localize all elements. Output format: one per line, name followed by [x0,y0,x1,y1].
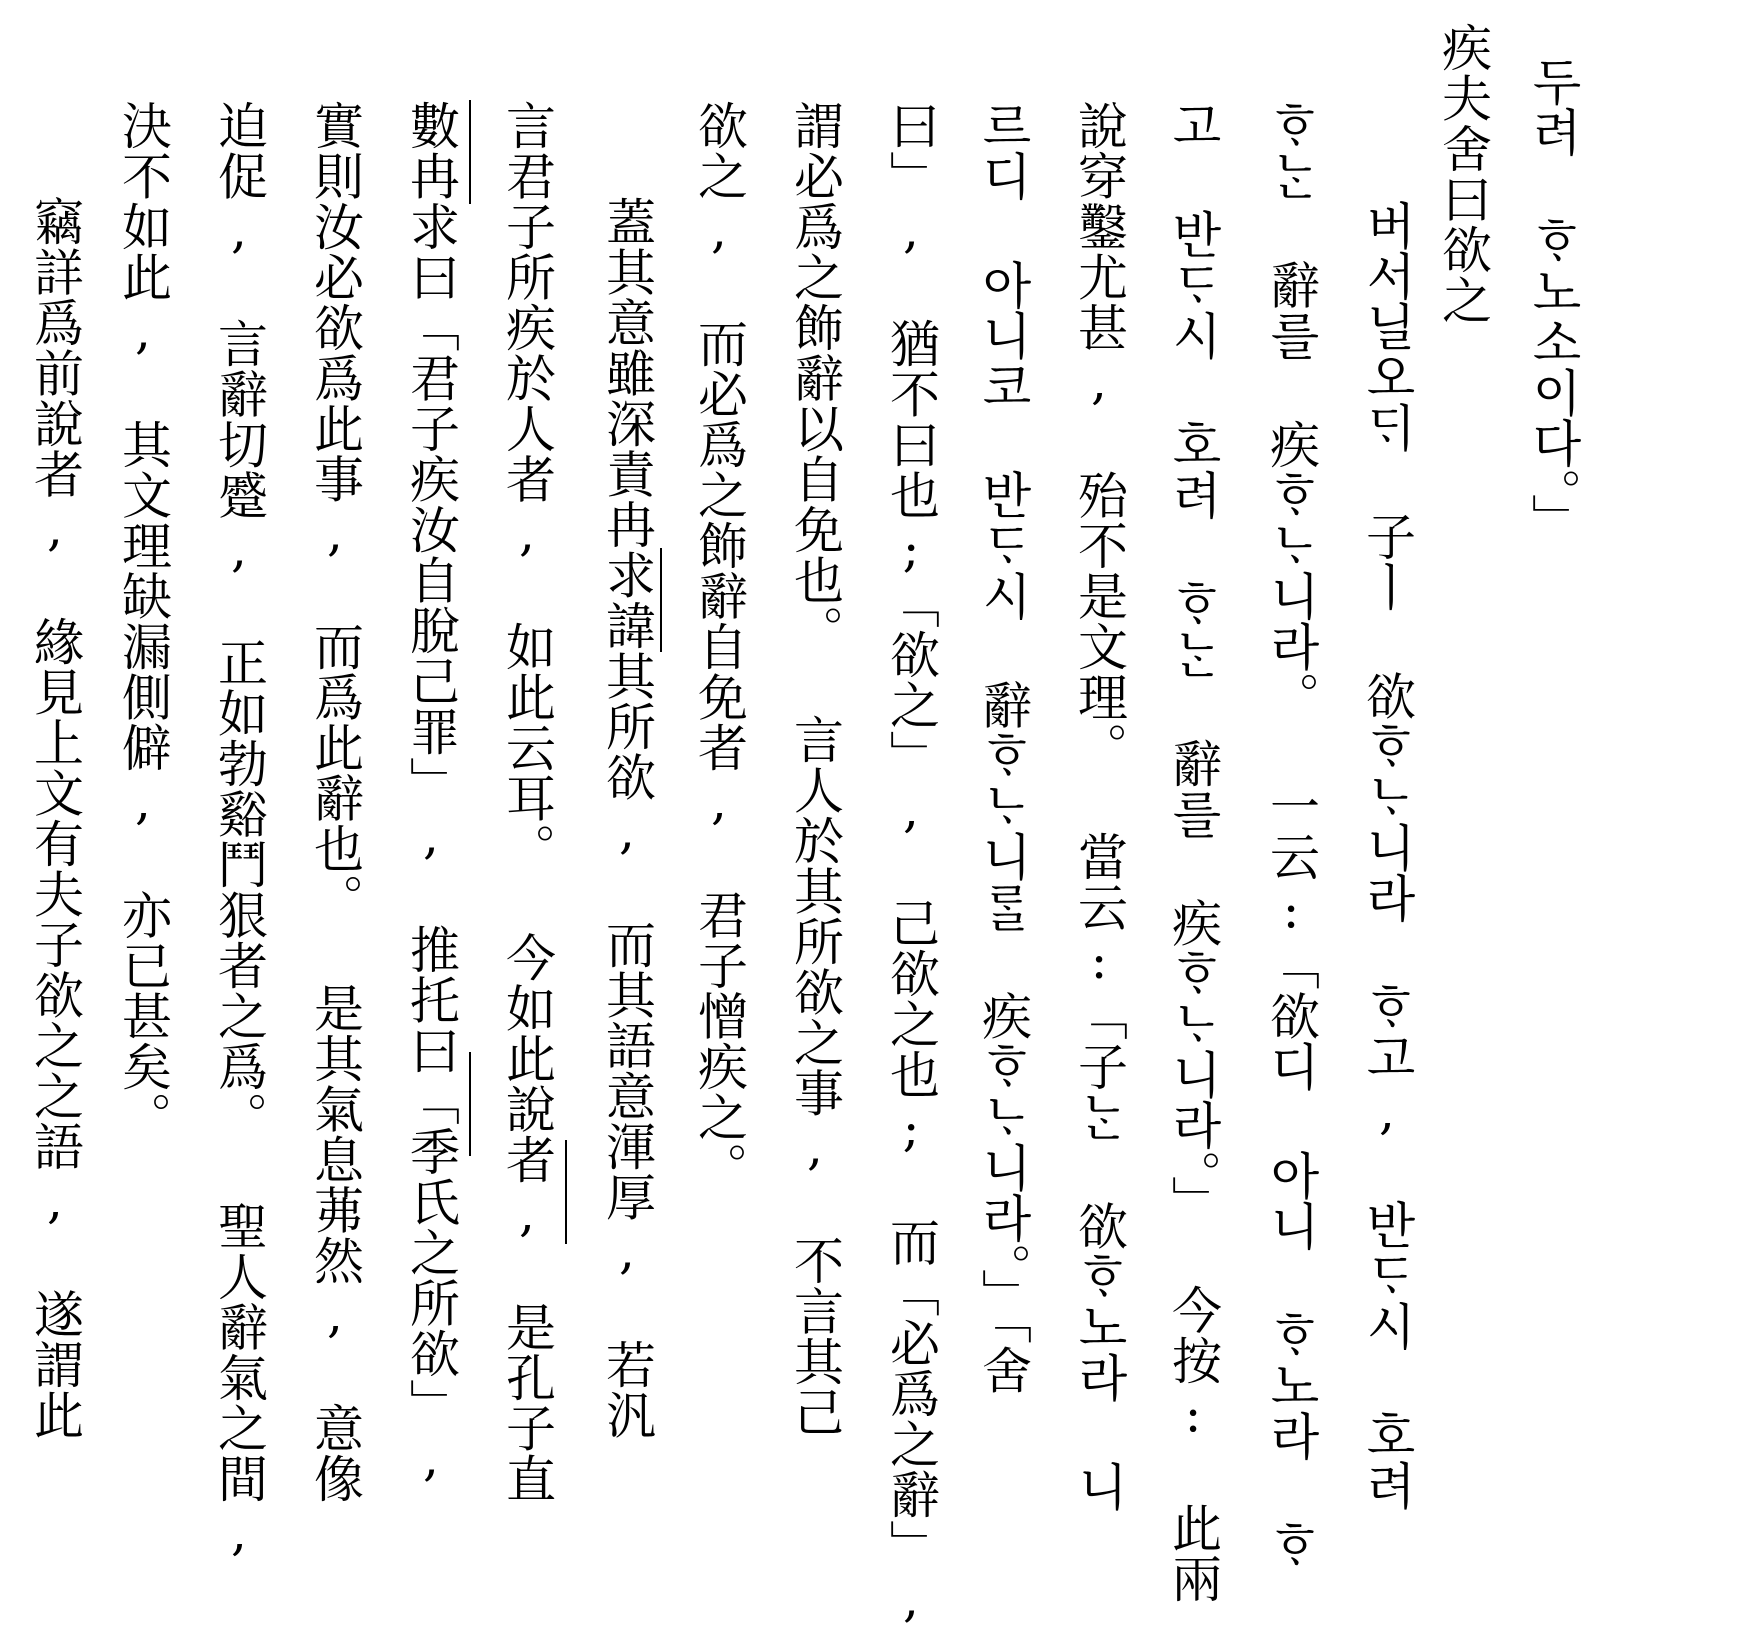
text-column-5: 고 반ᄃᆞ시 호려 ᄒᆞᄂᆞᆫ 辭를 疾ᄒᆞᄂᆞ니라。」 今按: 此兩 [1164,100,1222,1604]
text-column-6: 說穿鑿尤甚, 殆不是文理。 當云:「子ᄂᆞᆫ 欲ᄒᆞ노라 니 [1070,100,1128,1512]
text-column-1: 두려 ᄒᆞ노소이다。」 [1524,56,1582,544]
text-column-4: ᄒᆞᄂᆞᆫ 辭를 疾ᄒᆞᄂᆞ니라。 一云:「欲디 아니 ᄒᆞ노라 ᄒᆞ [1262,100,1320,1570]
name-mark-line [469,100,471,204]
text-column-10: 欲之, 而必爲之飾辭自免者, 君子憎疾之。 [690,100,748,1193]
text-column-14: 實則汝必欲爲此事, 而爲此辭也。 是其氣息茀然, 意像 [306,100,364,1504]
text-column-12: 言君子所疾於人者, 如此云耳。 今如此說者, 是孔子直 [498,100,556,1504]
text-column-7: 르디 아니코 반ᄃᆞ시 辭ᄒᆞᄂᆞ니ᄅᆞᆯ 疾ᄒᆞᄂᆞ니라。」「舍 [974,100,1032,1395]
text-column-15: 迫促, 言辭切蹙, 正如勃谿鬥狠者之爲。 聖人辭氣之間, [210,100,268,1562]
text-column-11: 蓋其意雖深責冉求諱其所欲, 而其語意渾厚, 若汎 [598,196,656,1440]
text-column-2: 疾夫舍曰欲之 [1434,22,1492,325]
text-column-8: 曰」, 猶不曰也;「欲之」, 己欲之也; 而「必爲之辭」, [882,100,940,1629]
name-mark-line [660,548,662,652]
name-mark-line [469,1052,471,1156]
text-column-16: 決不如此, 其文理缺漏側僻, 亦已甚矣。 [114,100,172,1142]
text-column-13: 數冉求曰「君子疾汝自脫己罪」, 推托曰「季氏之所欲」, [402,100,460,1488]
name-mark-line [565,1140,567,1244]
text-column-9: 謂必爲之飾辭以自免也。 言人於其所欲之事, 不言其己 [786,100,844,1437]
text-column-17: 竊詳爲前說者, 緣見上文有夫子欲之之語, 遂謂此 [26,196,84,1440]
text-column-3: 버서닐오ᄃᆡ 子ㅣ 欲ᄒᆞᄂᆞ니라 ᄒᆞ고, 반ᄃᆞ시 호려 [1358,200,1416,1511]
